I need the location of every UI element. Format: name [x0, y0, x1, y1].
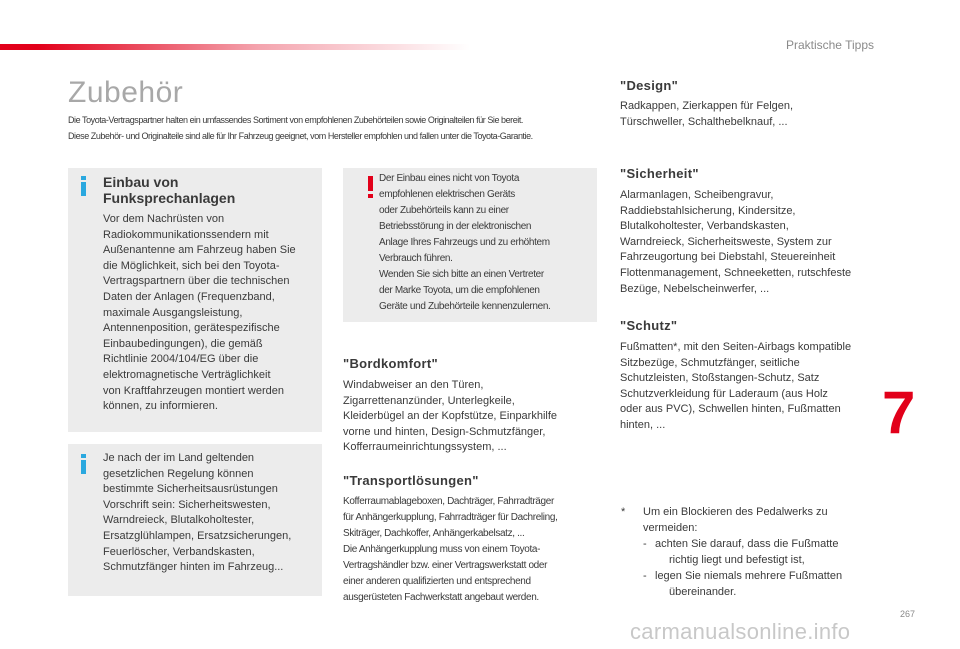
page-number: 267: [900, 609, 916, 619]
heading-bordkomfort: "Bordkomfort": [343, 356, 438, 371]
footnote-item-line: legen Sie niemals mehrere Fußmatten: [655, 570, 843, 582]
heading-sicherheit: "Sicherheit": [620, 166, 699, 181]
text-sicherheit: Alarmanlagen, Scheibengravur, Raddiebstahlsicherung, Kindersitze, Blutalkoholtester, Verbandskasten, Warndreieck, Sicherheitsweste, System zur Fahrzeugortung bei Diebstahl, Steuereinheit Flottenmanagement, Schneeketten, rutschfeste Bezüge, Nebelscheinwerfer, ...: [620, 189, 852, 295]
watermark: carmanualsonline.info: [630, 619, 851, 644]
footnote-line: Um ein Blockieren des Pedalwerks zu: [643, 506, 828, 518]
text-transport: Kofferraumablageboxen, Dachträger, Fahrradträger für Anhängerkupplung, Fahrradträger für Dachreling, Skiträger, Dachkoffer, Anhängerkabelsatz, ... Die Anhängerkupplung muss von einem Toyota- Vertragshändler bzw. einer Vertragswerkstatt oder einer anderen qualifizierten und entsprechend ausgerüsteten Fachwerkstatt angebaut werden.: [343, 496, 558, 603]
warning-icon: [367, 176, 375, 198]
header-accent-bar: [0, 44, 470, 50]
text-design: Radkappen, Zierkappen für Felgen, Türschweller, Schalthebelknauf, ...: [620, 100, 794, 128]
text-schutz: Fußmatten*, mit den Seiten-Airbags kompatible Sitzbezüge, Schmutzfänger, seitliche Schutzleisten, Stoßstangen-Schutz, Satz Schutzverkleidung für Laderaum (aus Holz oder aus PVC), Schwellen hinten, Fußmatten hinten, ...: [620, 341, 852, 431]
footnote-line: vermeiden:: [643, 522, 698, 534]
footnote-marker: *: [621, 506, 626, 518]
info-icon: [80, 454, 88, 474]
footnote-item-line: achten Sie darauf, dass die Fußmatte: [655, 538, 839, 550]
box-body: Der Einbau eines nicht von Toyota empfohlenen elektrischen Geräts oder Zubehörteils kann zu einer Betriebsstörung in der elektronischen Anlage Ihres Fahrzeugs und zu erhöhtem Verbrauch führen. Wenden Sie sich bitte an einen Vertreter der Marke Toyota, um die empfohlenen Geräte und Zubehörteile kennenzulernen.: [379, 173, 551, 312]
footnote-dash: -: [643, 538, 647, 550]
box-body: Vor dem Nachrüsten von Radiokommunikationssendern mit Außenantenne am Fahrzeug haben Sie die Möglichkeit, sich bei den Toyota- Vertragspartnern über die technischen Daten der Anlagen (Frequenzband, maximale Ausgangsleistung, Antennenposition, gerätespezifische Einbaubedingungen), die gemäß Richtlinie 2004/104/EG über die elektromagnetische Verträglichkeit von Kraftfahrzeugen montiert werden können, zu informieren.: [103, 213, 296, 413]
info-box-radio-installation: [68, 168, 322, 432]
text-bordkomfort: Windabweiser an den Türen, Zigarrettenanzünder, Unterlegkeile, Kleiderbügel an der Kopfstütze, Einparkhilfe vorne und hinten, Design-Schmutzfänger, Kofferraumeinrichtungssystem, ...: [343, 379, 558, 454]
box-title: Einbau von Funksprechanlagen: [103, 174, 236, 206]
heading-transport: "Transportlösungen": [343, 473, 479, 488]
footnote-dash: -: [643, 570, 647, 582]
footnote-item-line: richtig liegt und befestigt ist,: [669, 554, 805, 566]
chapter-number: 7: [882, 379, 916, 446]
info-box-legal-equipment: [68, 444, 322, 596]
section-name: Praktische Tipps: [785, 38, 874, 52]
page-title: Zubehör: [68, 76, 184, 109]
intro-line: Diese Zubehör- und Originalteile sind alle für Ihr Fahrzeug geeignet, vom Hersteller empfohlen und fallen unter die Toyota-Garantie.: [68, 131, 533, 141]
heading-schutz: "Schutz": [620, 318, 678, 333]
heading-design: "Design": [620, 78, 679, 93]
intro-line: Die Toyota-Vertragspartner halten ein umfassendes Sortiment von empfohlenen Zubehörteilen sowie Originalteilen für Sie bereit.: [68, 115, 523, 125]
footnote-item-line: übereinander.: [669, 586, 737, 598]
info-icon: [80, 176, 88, 196]
warning-box: [343, 168, 597, 322]
intro-text: [68, 112, 608, 144]
box-body: Je nach der im Land geltenden gesetzlichen Regelung können bestimmte Sicherheitsausrüstungen Vorschrift sein: Sicherheitswesten, Warndreieck, Blutalkoholtester, Ersatzglühlampen, Ersatzsicherungen, Feuerlöscher, Verbandskasten, Schmutzfänger hinten im Fahrzeug...: [103, 452, 292, 574]
